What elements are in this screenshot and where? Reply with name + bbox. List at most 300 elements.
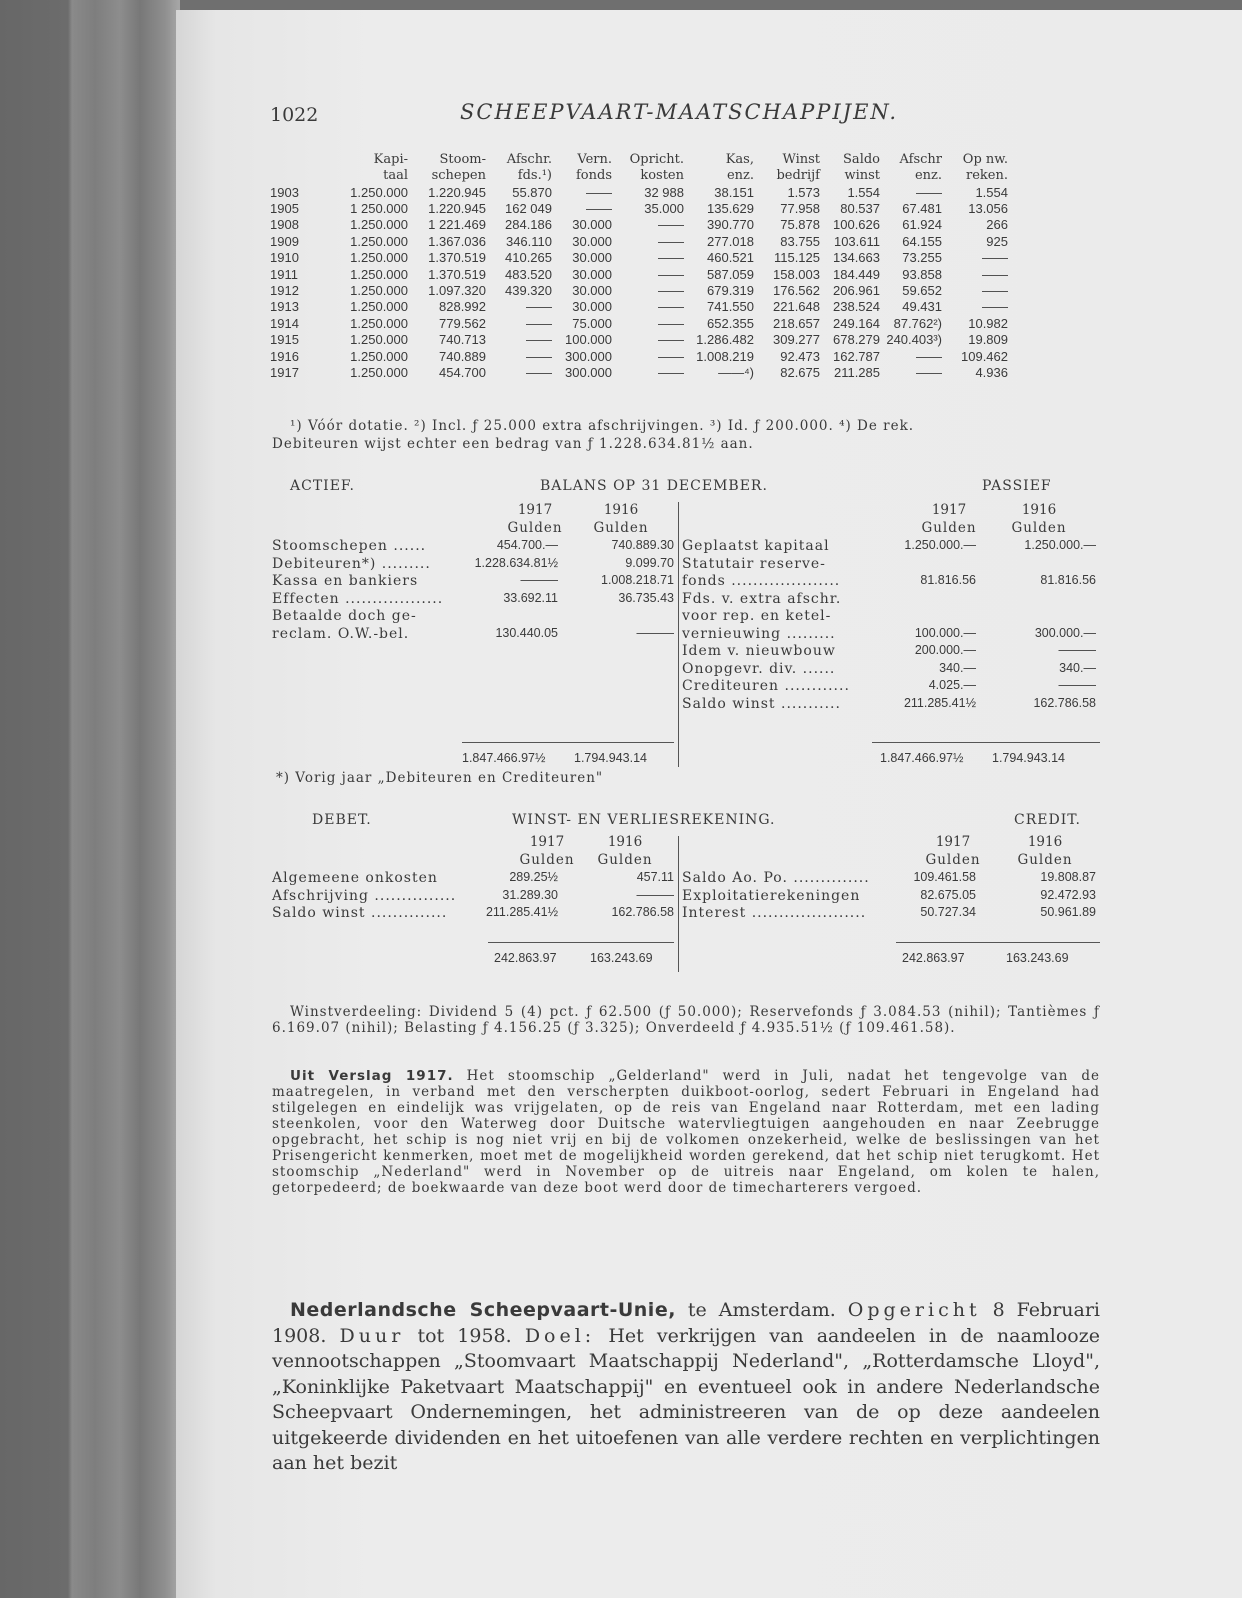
history-col-header: Kapi-	[373, 152, 408, 167]
history-row	[270, 299, 1008, 315]
liability-row-label: Onopgevr. div. ......	[682, 660, 836, 677]
history-cell: 1 221.469	[428, 217, 486, 233]
history-cell: ——	[586, 201, 612, 217]
history-cell: ——	[916, 364, 942, 380]
asset-row-label: Stoomschepen ......	[272, 538, 427, 554]
history-row	[270, 184, 1008, 200]
pl-credit-unit-1916: Gulden	[1017, 852, 1073, 868]
liability-row-label: fonds ....................	[682, 573, 841, 589]
liability-row	[678, 573, 1100, 591]
history-cell: 4.936	[975, 364, 1008, 380]
company-location: te Amsterdam.	[687, 1299, 836, 1321]
history-cell: ——	[658, 364, 684, 380]
history-cell: 30.000	[572, 233, 612, 249]
liability-row-v1916: 300.000.—	[1034, 625, 1096, 640]
history-col-header-sub: enz.	[914, 168, 942, 183]
duur-value: tot 1958.	[417, 1324, 512, 1347]
asset-row-v1917: 454.700.—	[496, 538, 558, 552]
balance-right-title: PASSIEF	[982, 478, 1052, 494]
history-row	[270, 332, 1008, 348]
history-col-header: Winst	[782, 152, 820, 167]
pl-debit-total-1916: 163.243.69	[590, 951, 653, 965]
balance-asset-year-1916: 1916	[603, 502, 639, 518]
history-cell: ——	[658, 233, 684, 249]
history-cell: 38.151	[714, 184, 754, 200]
history-cell: ——	[526, 332, 552, 348]
history-col-header: Afschr.	[506, 152, 552, 167]
history-col-header	[270, 152, 322, 168]
liability-row-v1917: 1.250.000.—	[904, 538, 976, 552]
debit-row-label: Saldo winst ..............	[272, 905, 448, 921]
asset-row	[272, 608, 680, 626]
verslag-heading: Uit Verslag 1917.	[290, 1068, 454, 1084]
history-year: 1915	[270, 332, 299, 348]
history-cell: 1.554	[975, 184, 1008, 200]
liability-row	[678, 608, 1100, 626]
history-cell: 211.285	[833, 364, 880, 380]
history-cell: 87.762²)	[893, 315, 942, 331]
balance-liab-unit-1917: Gulden	[921, 520, 977, 536]
balance-liab-unit-1916: Gulden	[1011, 520, 1067, 536]
history-cell: 1.250.000	[350, 315, 408, 331]
history-cell: 740.713	[439, 332, 486, 348]
history-table	[270, 152, 1008, 381]
history-col-header-sub: fonds	[575, 168, 612, 183]
history-cell: 740.889	[439, 348, 486, 364]
history-cell: ——	[526, 315, 552, 331]
history-cell: 92.473	[780, 348, 820, 364]
history-cell: ——	[658, 250, 684, 266]
history-cell: 1.370.519	[428, 250, 486, 266]
history-cell: 221.648	[773, 299, 820, 315]
liability-row-v1916: 162.786.58	[1033, 695, 1096, 710]
history-cell: 587.059	[707, 266, 754, 282]
pl-debit-year-1917: 1917	[529, 834, 565, 850]
liability-row-label: Idem v. nieuwbouw	[682, 643, 836, 659]
history-cell: 93.858	[902, 266, 942, 282]
history-cell: 741.550	[707, 299, 754, 315]
history-year: 1911	[270, 266, 298, 282]
history-col-header-sub	[270, 168, 322, 184]
asset-row	[272, 573, 680, 591]
asset-row-v1916: ———	[636, 625, 674, 640]
credit-row-v1916: 92.472.93	[1040, 887, 1096, 902]
running-title: SCHEEPVAART-MAATSCHAPPIJEN.	[460, 100, 899, 124]
history-cell: 1.220.945	[428, 184, 486, 200]
credit-row-v1916: 50.961.89	[1040, 905, 1096, 919]
history-cell: 206.961	[833, 283, 880, 299]
history-footnote-2: Debiteuren wijst echter een bedrag van ƒ 1.228.634.81½ aan.	[272, 436, 754, 452]
history-cell: 277.018	[707, 233, 754, 249]
history-year: 1914	[270, 315, 299, 331]
label-opgericht: Opgericht	[847, 1299, 981, 1321]
liability-row-label: Statutair reserve-	[682, 555, 826, 572]
balance-asset-total-1917: 1.847.466.97½	[462, 751, 546, 765]
history-cell: 13.056	[968, 201, 1008, 217]
liability-row-label: Geplaatst kapitaal	[682, 538, 830, 554]
history-cell: 240.403³)	[886, 332, 942, 348]
history-cell: 162.787	[833, 348, 880, 364]
history-cell: 1.250.000	[350, 184, 408, 200]
history-cell: 109.462	[961, 348, 1008, 364]
history-cell: ——	[658, 283, 684, 299]
balance-asset-year-1917: 1917	[517, 502, 553, 518]
history-cell: 10.982	[968, 315, 1008, 331]
liability-row-label: Crediteuren ............	[682, 678, 850, 694]
history-year: 1916	[270, 348, 299, 364]
history-col-header: Opricht.	[629, 152, 684, 167]
history-year: 1903	[270, 184, 299, 200]
history-cell: 284.186	[505, 217, 552, 233]
history-cell: 176.562	[773, 283, 820, 299]
verslag-text: Het stoomschip „Gelderland" werd in Juli, nadat het tengevolge van de maatregelen, in verband met den verscherpten duikboot-oorlog, sedert Februari in Engeland had stilgelegen en eindelijk was vrijgelaten, op de reis van Engeland naar Rotterdam, met een lading steenkolen, voor den Waterweg door Duitsche watervliegtuigen aangehouden en naar Zeebrugge opgebracht, het schip is nog niet vrij en bij de volkomen onzekerheid, welke de beslissingen van het Prisengericht kenmerken, moet met de mogelijkheid worden gerekend, dat het schip niet terugkomt. Het stoomschip „Nederland" werd in November op de uitreis naar Engeland, om kolen te halen, getorpedeerd; de boekwaarde van deze boot werd door de timecharterers vergoed.	[272, 1068, 1100, 1196]
history-cell: 64.155	[902, 233, 942, 249]
history-col-header: Stoom-	[439, 152, 486, 167]
asset-row-v1917: 130.440.05	[495, 625, 558, 640]
history-cell: 49.431	[902, 299, 942, 315]
balance-liab-year-1916: 1916	[1021, 502, 1057, 518]
asset-row	[272, 591, 680, 609]
label-duur: Duur	[339, 1324, 405, 1347]
history-cell: 1 250.000	[350, 201, 408, 217]
history-cell: ——	[526, 348, 552, 364]
history-cell: 67.481	[902, 201, 942, 217]
history-cell: 454.700	[439, 364, 486, 380]
history-row	[270, 315, 1008, 331]
liability-row-v1917: 4.025.—	[928, 678, 976, 692]
history-col-header: Saldo	[843, 152, 880, 167]
history-cell: 59.652	[902, 283, 942, 299]
history-cell: 158.003	[773, 266, 820, 282]
liability-row-v1916: 1.250.000.—	[1024, 538, 1096, 552]
history-header-row-2	[270, 168, 1008, 184]
book-binding-edge	[0, 0, 180, 1598]
asset-row	[272, 538, 680, 556]
history-cell: ——	[658, 348, 684, 364]
pl-debit	[272, 870, 680, 923]
history-cell: 300.000	[565, 348, 612, 364]
history-cell: 249.164	[833, 315, 880, 331]
history-cell: 1.250.000	[350, 364, 408, 380]
asset-row-label: Effecten ..................	[272, 590, 444, 607]
debit-row-v1916: 457.11	[636, 870, 674, 884]
history-col-header: Vern.	[577, 152, 612, 167]
asset-row	[272, 556, 680, 574]
history-col-header-sub: schepen	[431, 168, 486, 183]
liability-row-v1917: 211.285.41½	[903, 695, 976, 710]
asset-row-v1916: 9.099.70	[625, 555, 674, 570]
history-row	[270, 282, 1008, 298]
balance-asset-unit-1917: Gulden	[507, 520, 563, 536]
history-cell: 1.554	[847, 184, 880, 200]
history-cell: 1.250.000	[350, 266, 408, 282]
history-cell: 1.220.945	[428, 201, 486, 217]
credit-row-v1917: 50.727.34	[920, 905, 976, 919]
history-cell: ——	[658, 299, 684, 315]
history-row	[270, 200, 1008, 216]
history-cell: ——	[658, 315, 684, 331]
history-cell: 115.125	[773, 250, 820, 266]
history-year: 1909	[270, 233, 299, 249]
history-row	[270, 217, 1008, 233]
history-footnote-1: ¹) Vóór dotatie. ²) Incl. ƒ 25.000 extra afschrijvingen. ³) Id. ƒ 200.000. ⁴) De rek.	[290, 418, 915, 434]
history-cell: 439.320	[505, 283, 552, 299]
history-cell: 346.110	[505, 233, 552, 249]
history-cell: 32 988	[644, 184, 684, 200]
credit-row-v1916: 19.808.87	[1040, 870, 1096, 884]
credit-row	[678, 888, 1100, 906]
history-cell: 77.958	[780, 201, 820, 217]
history-cell: 652.355	[707, 315, 754, 331]
history-cell: 1.097.320	[428, 283, 486, 299]
history-cell: 300.000	[565, 364, 612, 380]
label-doel: Doel:	[524, 1324, 596, 1347]
pl-credit-total-rule	[896, 942, 1100, 943]
liability-row	[678, 538, 1100, 556]
credit-row	[678, 905, 1100, 923]
history-cell: 460.521	[707, 250, 754, 266]
history-cell: 75.000	[572, 315, 612, 331]
liability-row-label: Fds. v. extra afschr.	[682, 590, 842, 607]
history-cell: 30.000	[572, 283, 612, 299]
pl-right-title: CREDIT.	[1014, 812, 1081, 828]
asset-row-label: Debiteuren*) .........	[272, 555, 431, 572]
liability-row-label: voor rep. en ketel-	[682, 608, 832, 624]
history-cell: 162 049	[505, 201, 552, 217]
asset-row-v1916: 1.008.218.71	[601, 573, 674, 587]
liability-row	[678, 643, 1100, 661]
history-cell: 679.319	[707, 283, 754, 299]
debit-row-label: Algemeene onkosten	[272, 870, 438, 886]
history-cell: 30.000	[572, 299, 612, 315]
history-cell: 82.675	[780, 364, 820, 380]
history-cell: 61.924	[902, 217, 942, 233]
liability-row	[678, 661, 1100, 679]
debit-row	[272, 888, 680, 906]
history-cell: 779.562	[439, 315, 486, 331]
history-cell: ——	[658, 217, 684, 233]
history-col-header-sub: winst	[844, 168, 880, 183]
pl-credit-year-1916: 1916	[1027, 834, 1063, 850]
asset-row-label: Kassa en bankiers	[272, 573, 419, 589]
pl-debit-year-1916: 1916	[607, 834, 643, 850]
history-cell: 1.286.482	[696, 332, 754, 348]
balance-liab-year-1917: 1917	[931, 502, 967, 518]
history-cell: 483.520	[505, 266, 552, 282]
history-col-header-sub: bedrijf	[776, 168, 820, 183]
balance-assets	[272, 538, 680, 643]
history-col-header: Kas,	[725, 152, 754, 167]
history-cell: ——	[526, 299, 552, 315]
liability-row-v1917: 200.000.—	[914, 643, 976, 657]
pl-credit-year-1917: 1917	[935, 834, 971, 850]
history-cell: ——	[658, 332, 684, 348]
history-cell: 1.250.000	[350, 299, 408, 315]
history-cell: ——	[982, 266, 1008, 282]
pl-debit-total-rule	[488, 942, 674, 943]
company-entry	[272, 1298, 1100, 1477]
credit-row-v1917: 82.675.05	[920, 887, 976, 902]
pl-center-title: WINST- EN VERLIESREKENING.	[512, 812, 776, 828]
debit-row	[272, 905, 680, 923]
pl-credit-total-1916: 163.243.69	[1006, 951, 1069, 965]
history-cell: 30.000	[572, 217, 612, 233]
doel-value: Het verkrijgen van aandeelen in de naamlooze vennootschappen „Stoomvaart Maatschappij Nederland", „Rotterdamsche Lloyd", „Koninklijke Paketvaart Maatschappij" en eventueel ook in andere Nederlandsche Scheepvaart Ondernemingen, het administreeren van de op deze aandeelen uitgekeerde dividenden en het uitoefenen van alle verdere rechten en verplichtingen aan het bezit	[272, 1324, 1100, 1474]
liability-row-label: vernieuwing .........	[682, 625, 836, 642]
balance-divider	[678, 502, 679, 767]
history-col-header-sub: reken.	[966, 168, 1008, 183]
history-cell: ——	[982, 283, 1008, 299]
liability-row-v1916: 340.—	[1059, 660, 1096, 675]
history-col-header-sub: enz.	[726, 168, 754, 183]
liability-row	[678, 678, 1100, 696]
liability-row	[678, 626, 1100, 644]
history-cell: 55.870	[512, 184, 552, 200]
asset-row-v1917: 33.692.11	[503, 590, 558, 605]
pl-debit-unit-1916: Gulden	[597, 852, 653, 868]
company-name: Nederlandsche Scheepvaart-Unie,	[290, 1299, 676, 1321]
history-year: 1905	[270, 201, 299, 217]
history-year: 1917	[270, 364, 299, 380]
liability-row-label: Saldo winst ...........	[682, 695, 841, 712]
history-cell: 828.992	[439, 299, 486, 315]
asset-row-v1917: 1.228.634.81½	[474, 555, 558, 570]
pl-debit-total-1917: 242.863.97	[494, 951, 557, 965]
liability-row	[678, 556, 1100, 574]
pl-credit-unit-1917: Gulden	[925, 852, 981, 868]
pl-left-title: DEBET.	[312, 812, 372, 828]
history-row	[270, 364, 1008, 380]
history-col-header-sub: kosten	[640, 168, 684, 183]
debit-row-v1916: ———	[636, 887, 674, 902]
balance-liab-total-1917: 1.847.466.97½	[880, 751, 964, 765]
history-col-header-sub: fds.¹)	[517, 168, 552, 183]
history-cell: ——	[982, 299, 1008, 315]
history-cell: 1.250.000	[350, 332, 408, 348]
debit-row-v1917: 31.289.30	[502, 887, 558, 902]
asset-row-v1916: 36.735.43	[618, 590, 674, 605]
history-cell: 1.370.519	[428, 266, 486, 282]
history-cell: 1.367.036	[428, 233, 486, 249]
history-cell: 1.250.000	[350, 233, 408, 249]
history-cell: 1.250.000	[350, 348, 408, 364]
history-row	[270, 233, 1008, 249]
balance-liabilities	[678, 538, 1100, 713]
history-cell: ——⁴)	[718, 364, 754, 380]
history-cell: 678.279	[833, 332, 880, 348]
history-cell: 30.000	[572, 266, 612, 282]
balance-asset-total-rule	[462, 742, 674, 743]
verslag-paragraph	[272, 1068, 1100, 1196]
history-cell: 925	[986, 233, 1008, 249]
opgericht-value: 8 Februari 1908.	[272, 1299, 1100, 1347]
asset-row-v1916: 740.889.30	[611, 538, 674, 552]
debit-row-v1917: 211.285.41½	[485, 905, 558, 919]
history-cell: 1.250.000	[350, 283, 408, 299]
credit-row-label: Exploitatierekeningen	[682, 887, 861, 904]
history-cell: 1.573	[787, 184, 820, 200]
liability-row-v1917: 100.000.—	[914, 625, 976, 640]
history-cell: ——	[658, 266, 684, 282]
balance-liab-total-1916: 1.794.943.14	[992, 751, 1065, 765]
credit-row-label: Saldo Ao. Po. ..............	[682, 870, 870, 886]
history-cell: 19.809	[968, 332, 1008, 348]
liability-row-v1916: ———	[1058, 643, 1096, 657]
winstverdeeling: Winstverdeeling: Dividend 5 (4) pct. ƒ 62.500 (ƒ 50.000); Reservefonds ƒ 3.084.53 (nihil); Tantièmes ƒ 6.169.07 (nihil); Belasting ƒ 4.156.25 (ƒ 3.325); Onverdeeld ƒ 4.935.51½ (ƒ 109.461.58).	[272, 1004, 1100, 1036]
history-row	[270, 266, 1008, 282]
history-row	[270, 250, 1008, 266]
history-cell: 100.626	[833, 217, 880, 233]
balance-asset-unit-1916: Gulden	[593, 520, 649, 536]
balance-liab-total-rule	[872, 742, 1100, 743]
history-col-header-sub: taal	[383, 168, 408, 183]
history-cell: 73.255	[902, 250, 942, 266]
history-year: 1910	[270, 250, 299, 266]
history-cell: ——	[586, 184, 612, 200]
balance-center-title: BALANS OP 31 DECEMBER.	[540, 478, 768, 494]
history-cell: 135.629	[707, 201, 754, 217]
history-cell: 80.537	[840, 201, 880, 217]
pl-credit	[678, 870, 1100, 923]
history-col-header: Op nw.	[962, 152, 1008, 167]
balance-left-title: ACTIEF.	[290, 478, 355, 494]
history-cell: 1.250.000	[350, 217, 408, 233]
debit-row-v1916: 162.786.58	[611, 905, 674, 919]
history-year: 1908	[270, 217, 299, 233]
credit-row	[678, 870, 1100, 888]
history-header-row-1	[270, 152, 1008, 168]
history-cell: 35.000	[644, 201, 684, 217]
asset-row-label: reclam. O.W.-bel.	[272, 625, 410, 642]
history-cell: ——	[526, 364, 552, 380]
history-year: 1912	[270, 283, 299, 299]
pl-debit-unit-1917: Gulden	[519, 852, 575, 868]
liability-row-v1917: 81.816.56	[920, 573, 976, 587]
page-number: 1022	[270, 104, 319, 126]
liability-row-v1917: 340.—	[939, 660, 976, 675]
liability-row	[678, 591, 1100, 609]
balance-asset-total-1916: 1.794.943.14	[574, 751, 647, 765]
history-table-body	[270, 184, 1008, 381]
history-cell: 238.524	[833, 299, 880, 315]
debit-row-v1917: 289.25½	[509, 870, 558, 884]
history-cell: ——	[982, 250, 1008, 266]
history-cell: 30.000	[572, 250, 612, 266]
history-cell: 83.755	[780, 233, 820, 249]
history-cell: 75.878	[780, 217, 820, 233]
history-cell: 218.657	[773, 315, 820, 331]
history-cell: 100.000	[565, 332, 612, 348]
debit-row-label: Afschrijving ...............	[272, 887, 457, 904]
liability-row	[678, 696, 1100, 714]
credit-row-v1917: 109.461.58	[913, 870, 976, 884]
asset-row-label: Betaalde doch ge-	[272, 608, 417, 624]
history-cell: ——	[916, 184, 942, 200]
liability-row-v1916: 81.816.56	[1040, 573, 1096, 587]
history-col-header: Afschr	[899, 152, 942, 167]
history-cell: 1.250.000	[350, 250, 408, 266]
debit-row	[272, 870, 680, 888]
history-cell: 134.663	[833, 250, 880, 266]
liability-row-v1916: ———	[1058, 678, 1096, 692]
history-cell: ——	[916, 348, 942, 364]
history-cell: 184.449	[833, 266, 880, 282]
history-year: 1913	[270, 299, 299, 315]
pl-credit-total-1917: 242.863.97	[902, 951, 965, 965]
history-row	[270, 348, 1008, 364]
history-cell: 390.770	[707, 217, 754, 233]
history-cell: 103.611	[833, 233, 880, 249]
